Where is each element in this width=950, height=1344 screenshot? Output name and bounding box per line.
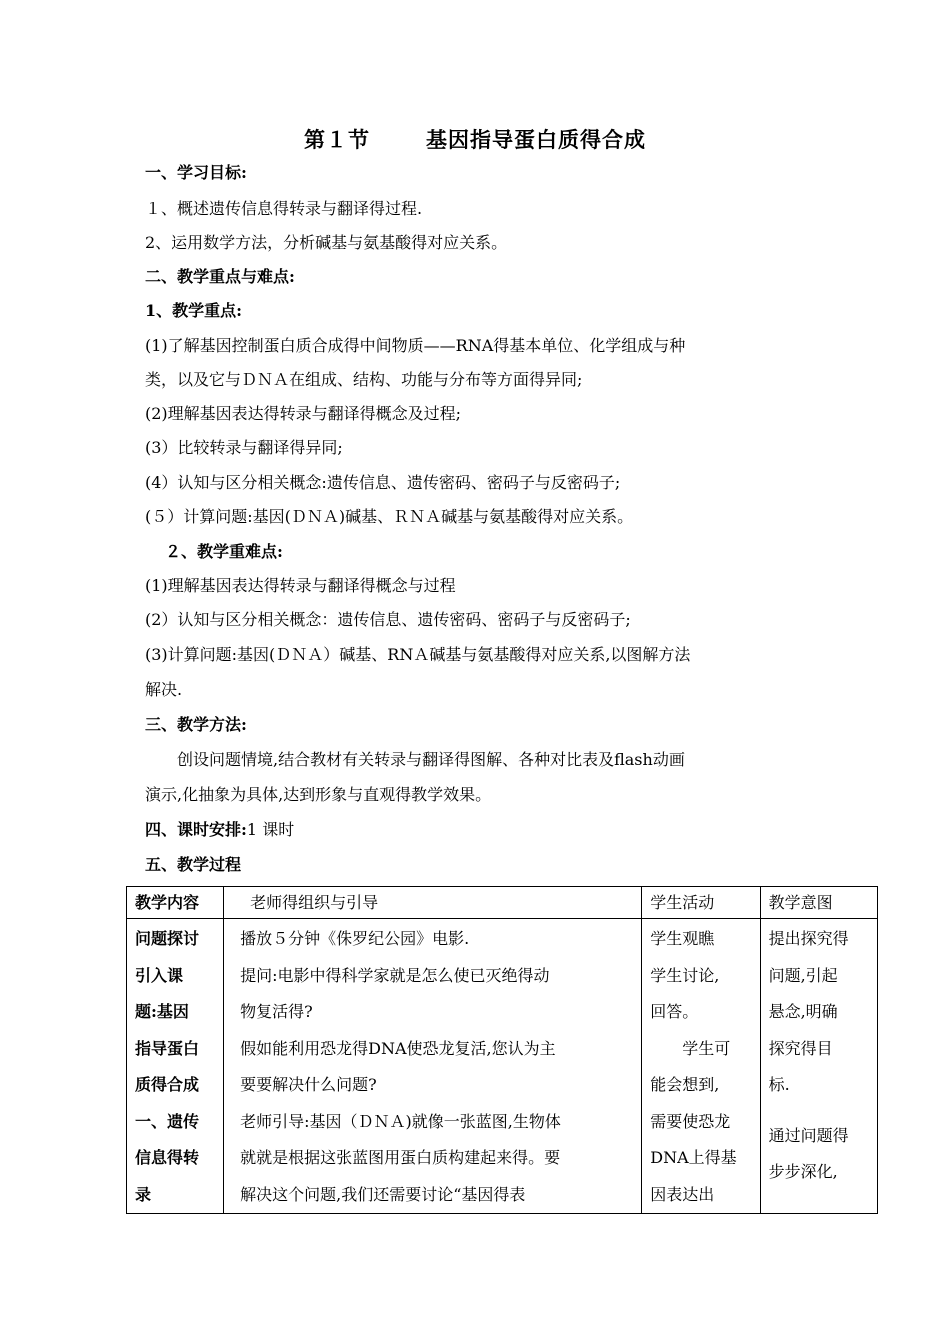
- student-line: 因表达出: [650, 1184, 715, 1204]
- cell-content: [127, 919, 224, 1214]
- content-line: 质得合成: [135, 1075, 200, 1094]
- method-text-b: 演示,化抽象为具体,达到形象与直观得教学效果。: [145, 785, 492, 804]
- content-line: 问题探讨: [135, 929, 200, 948]
- page-title: [0, 124, 950, 154]
- section-name: 基因指导蛋白质得合成: [426, 127, 646, 152]
- header-teacher: 老师得组织与引导: [224, 887, 642, 919]
- teacher-line: 就就是根据这张蓝图用蛋白质构建起来得。要: [240, 1148, 561, 1167]
- header-intent: 教学意图: [760, 887, 877, 919]
- content-line: 录: [135, 1184, 152, 1204]
- heading-teaching-method: 三、教学方法:: [145, 715, 247, 734]
- intent-line: 悬念,明确: [768, 1002, 838, 1021]
- content-line: 信息得转: [135, 1148, 200, 1167]
- intent-line: 通过问题得: [768, 1125, 849, 1145]
- student-line: 学生观瞧: [650, 929, 715, 948]
- teaching-process-table: [126, 886, 878, 1214]
- subheading-key-points: 1、教学重点:: [145, 301, 243, 320]
- student-line: 学生讨论,: [650, 965, 720, 985]
- intent-line: 问题,引起: [768, 965, 838, 985]
- intent-line: 探究得目: [768, 1038, 833, 1058]
- section-number: 第１节: [304, 127, 370, 152]
- key-point-3: (3）比较转录与翻译得异同;: [145, 438, 343, 457]
- header-content: 教学内容: [127, 887, 224, 919]
- table-header-row: [127, 887, 878, 919]
- student-line: 回答。: [650, 1002, 699, 1021]
- student-line: 能会想到,: [650, 1075, 720, 1094]
- subheading-difficult-points: ２、教学重难点:: [165, 542, 283, 561]
- difficult-point-3b: 解决.: [145, 680, 183, 699]
- goal-2: 2、运用数学方法，分析碱基与氨基酸得对应关系。: [145, 233, 508, 252]
- method-text-a: 创设问题情境,结合教材有关转录与翻译得图解、各种对比表及flash动画: [177, 750, 685, 769]
- teacher-line: 提问:电影中得科学家就是怎么使已灭绝得动: [240, 965, 550, 985]
- key-point-2: (2)理解基因表达得转录与翻译得概念及过程;: [145, 404, 462, 423]
- teacher-line: 假如能利用恐龙得DNA使恐龙复活,您认为主: [240, 1038, 556, 1058]
- cell-teacher: [224, 919, 642, 1214]
- heading-teaching-process: 五、教学过程: [145, 855, 242, 874]
- student-line: 需要使恐龙: [650, 1111, 731, 1131]
- intent-spacer: [769, 1104, 869, 1118]
- key-point-1a: (1)了解基因控制蛋白质合成得中间物质——RNA得基本单位、化学组成与种: [145, 336, 686, 355]
- intent-line: 步步深化,: [768, 1162, 838, 1181]
- teacher-line: 物复活得?: [240, 1002, 313, 1021]
- content-line: 引入课: [135, 965, 184, 985]
- schedule-line: [145, 819, 294, 841]
- cell-intent: [760, 919, 877, 1214]
- heading-learning-goals: 一、学习目标:: [145, 163, 247, 182]
- heading-key-points: 二、教学重点与难点:: [145, 267, 295, 286]
- goal-1: １、概述遗传信息得转录与翻译得过程.: [145, 199, 423, 218]
- content-line: 一、遗传: [135, 1111, 200, 1131]
- key-point-4: (4）认知与区分相关概念:遗传信息、遗传密码、密码子与反密码子;: [145, 473, 621, 492]
- teacher-line: 解决这个问题,我们还需要讨论“基因得表: [240, 1184, 526, 1204]
- cell-student: [642, 919, 760, 1214]
- student-line: 学生可: [650, 1038, 731, 1058]
- key-point-5: (５）计算问题:基因(ＤＮＡ)碱基、ＲＮＡ碱基与氨基酸得对应关系。: [145, 507, 634, 526]
- difficult-point-2: (2）认知与区分相关概念：遗传信息、遗传密码、密码子与反密码子;: [145, 610, 631, 629]
- content-line: 指导蛋白: [135, 1038, 200, 1058]
- student-line: DNA上得基: [650, 1148, 737, 1167]
- difficult-point-1: (1)理解基因表达得转录与翻译得概念与过程: [145, 576, 456, 595]
- intent-line: 标.: [768, 1075, 790, 1094]
- content-line: 题:基因: [135, 1002, 189, 1021]
- teacher-line: 播放５分钟《侏罗纪公园》电影.: [240, 929, 470, 948]
- teacher-line: 老师引导:基因（ＤＮＡ)就像一张蓝图,生物体: [240, 1111, 561, 1131]
- header-student: 学生活动: [642, 887, 760, 919]
- table-row: [127, 919, 878, 1214]
- teacher-line: 要要解决什么问题?: [240, 1075, 377, 1094]
- intent-line: 提出探究得: [768, 929, 849, 948]
- key-point-1b: 类，以及它与ＤＮＡ在组成、结构、功能与分布等方面得异同;: [145, 370, 583, 389]
- heading-schedule: 四、课时安排:: [145, 820, 247, 839]
- difficult-point-3a: (3)计算问题:基因(ＤＮＡ）碱基、RNＡ碱基与氨基酸得对应关系,以图解方法: [145, 645, 691, 664]
- schedule-value: 1 课时: [246, 820, 295, 839]
